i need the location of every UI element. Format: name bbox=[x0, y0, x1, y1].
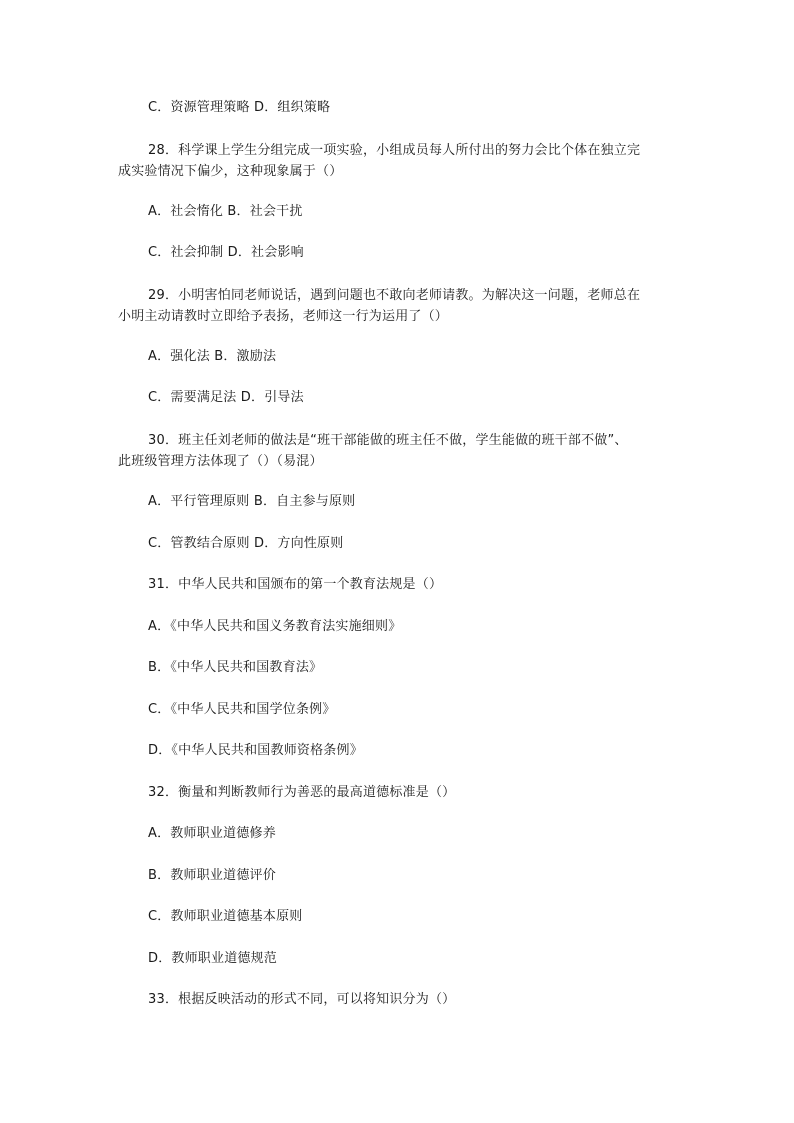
q29-option-cd: C．需要满足法 D．引导法 bbox=[148, 390, 304, 405]
q30-stem-line1: 30．班主任刘老师的做法是“班干部能做的班主任不做，学生能做的班干部不做”、 bbox=[148, 433, 628, 448]
q31-stem: 31．中华人民共和国颁布的第一个教育法规是（） bbox=[148, 577, 443, 592]
q29-stem-line1: 29．小明害怕同老师说话，遇到问题也不敢向老师请教。为解决这一问题，老师总在 bbox=[148, 288, 641, 303]
q30-option-cd: C．管教结合原则 D．方向性原则 bbox=[148, 536, 344, 551]
q32-option-a: A．教师职业道德修养 bbox=[148, 826, 276, 841]
q29-option-ab: A．强化法 B．激励法 bbox=[148, 349, 277, 364]
q31-option-b: B．《中华人民共和国教育法》 bbox=[148, 660, 323, 675]
q31-option-d: D．《中华人民共和国教师资格条例》 bbox=[148, 743, 363, 758]
q27-option-cd: C．资源管理策略 D．组织策略 bbox=[148, 100, 331, 115]
q30-stem-line2: 此班级管理方法体现了（）（易混） bbox=[118, 454, 323, 469]
q30-option-ab: A．平行管理原则 B．自主参与原则 bbox=[148, 494, 356, 509]
q28-option-cd: C．社会抑制 D．社会影响 bbox=[148, 245, 304, 260]
q32-option-b: B．教师职业道德评价 bbox=[148, 868, 276, 883]
q32-option-c: C．教师职业道德基本原则 bbox=[148, 909, 303, 924]
q31-option-a: A．《中华人民共和国义务教育法实施细则》 bbox=[148, 619, 402, 634]
q32-stem: 32．衡量和判断教师行为善恶的最高道德标准是（） bbox=[148, 785, 456, 800]
q29-stem bbox=[118, 285, 678, 327]
q31-option-c: C．《中华人民共和国学位条例》 bbox=[148, 702, 336, 717]
q28-option-ab: A．社会惰化 B．社会干扰 bbox=[148, 204, 303, 219]
q28-stem-line2: 成实验情况下偏少，这种现象属于（） bbox=[118, 164, 343, 179]
q28-stem bbox=[118, 140, 678, 182]
q28-stem-line1: 28．科学课上学生分组完成一项实验，小组成员每人所付出的努力会比个体在独立完 bbox=[148, 143, 641, 158]
q29-stem-line2: 小明主动请教时立即给予表扬，老师这一行为运用了（） bbox=[118, 309, 449, 324]
q33-stem: 33．根据反映活动的形式不同，可以将知识分为（） bbox=[148, 992, 456, 1007]
q30-stem bbox=[118, 430, 678, 472]
q32-option-d: D．教师职业道德规范 bbox=[148, 951, 278, 966]
